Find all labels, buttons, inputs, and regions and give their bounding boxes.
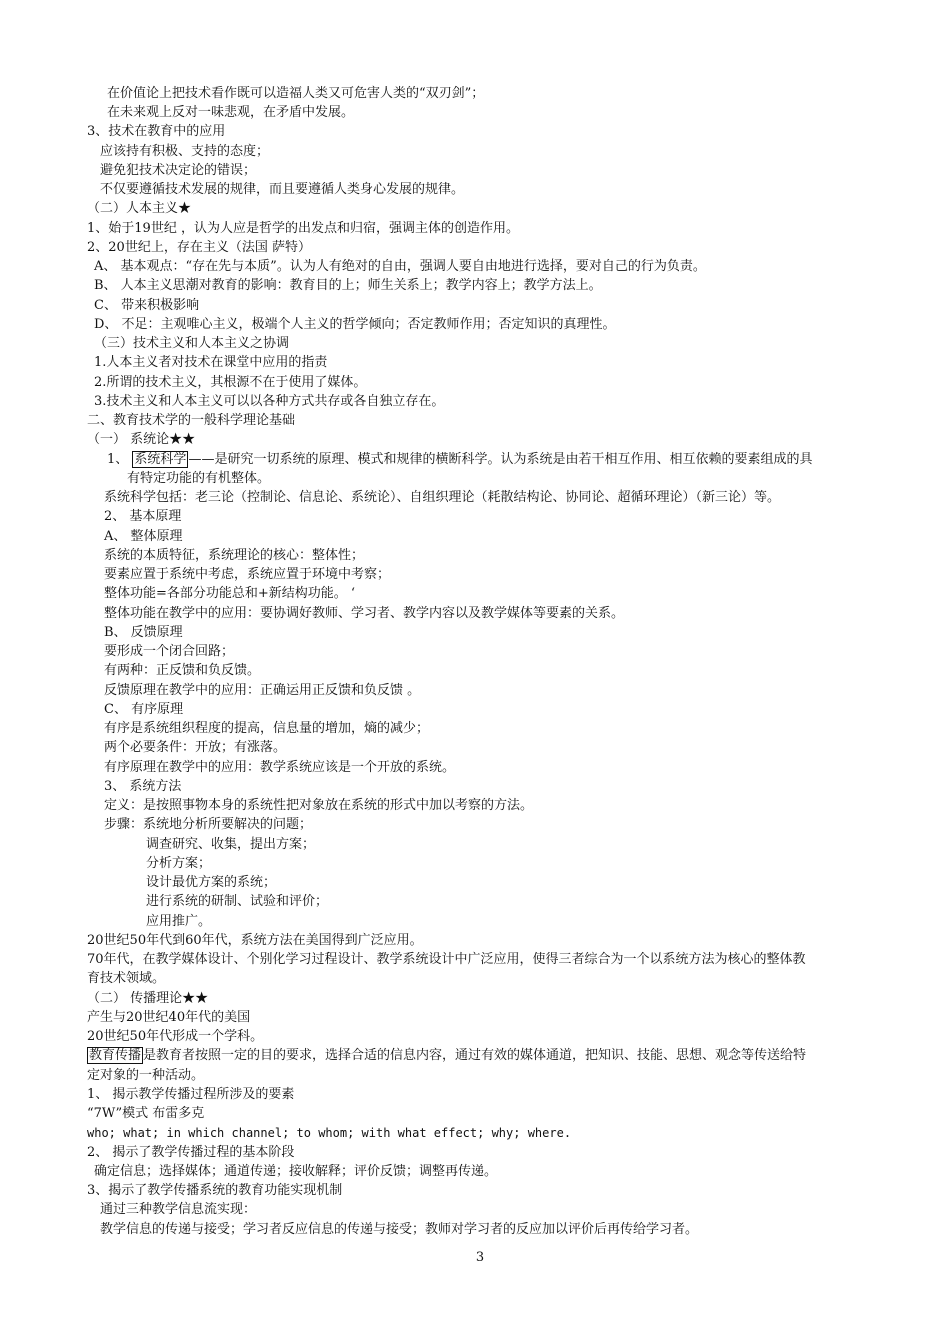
text-line: 不仅要遵循技术发展的规律，而且要遵循人类身心发展的规律。 <box>100 182 465 197</box>
text-line: 1、 揭示教学传播过程所涉及的要素 <box>87 1087 295 1102</box>
text-line: 2.所谓的技术主义，其根源不在于使用了媒体。 <box>94 375 367 390</box>
text-fragment: 是教育者按照一定的目的要求，选择合适的信息内容，通过有效的媒体通道，把知识、技能、思想、观念等传送给特 <box>143 1048 807 1063</box>
text-line: 20世纪50年代到60年代，系统方法在美国得到广泛应用。 <box>87 933 423 948</box>
text-line: 反馈原理在教学中的应用：正确运用正反馈和负反馈 。 <box>104 683 421 698</box>
text-line: 确定信息；选择媒体；通道传递；接收解释；评价反馈；调整再传递。 <box>94 1164 498 1179</box>
text-line: 两个必要条件：开放；有涨落。 <box>104 740 287 755</box>
text-line <box>87 1047 806 1065</box>
text-line: 3、 系统方法 <box>104 779 182 794</box>
text-line: 3.技术主义和人本主义可以以各种方式共存或各自独立存在。 <box>94 394 445 409</box>
text-line: 步骤：系统地分析所要解决的问题； <box>104 817 313 832</box>
text-line: 有两种：正反馈和负反馈。 <box>104 663 261 678</box>
text-line: 分析方案； <box>146 856 212 871</box>
text-line: 2、 揭示了教学传播过程的基本阶段 <box>87 1145 295 1160</box>
text-line: 定义：是按照事物本身的系统性把对象放在系统的形式中加以考察的方法。 <box>104 798 534 813</box>
text-line: 70年代，在教学媒体设计、个别化学习过程设计、教学系统设计中广泛应用，使得三者综合为一个以系统方法为核心的整体教 <box>87 952 806 967</box>
text-line: 有序原理在教学中的应用：教学系统应该是一个开放的系统。 <box>104 760 456 775</box>
text-line: B、 人本主义思潮对教育的影响：教育目的上；师生关系上；教学内容上；教学方法上。 <box>94 278 602 293</box>
text-line: who; what; in which channel; to whom; with what effect; why; where. <box>87 1126 572 1140</box>
text-line: 设计最优方案的系统； <box>146 875 277 890</box>
text-line: 系统科学包括：老三论（控制论、信息论、系统论）、自组织理论（耗散结构论、协同论、超循环理论）（新三论）等。 <box>104 490 781 505</box>
text-line: A、 基本观点：“存在先与本质”。认为人有绝对的自由，强调人要自由地进行选择，要对自己的行为负责。 <box>94 259 706 274</box>
text-line: C、 有序原理 <box>104 702 184 717</box>
text-line: 通过三种教学信息流实现： <box>100 1202 257 1217</box>
boxed-term: 系统科学 <box>134 452 187 467</box>
text-line: B、 反馈原理 <box>104 625 183 640</box>
text-line: 应该持有积极、支持的态度； <box>100 144 270 159</box>
text-line: 育技术领域。 <box>87 971 166 986</box>
section-heading: 二、教育技术学的一般科学理论基础 <box>87 413 296 428</box>
text-line: 2、 基本原理 <box>104 509 182 524</box>
page-number: 3 <box>475 1250 485 1265</box>
text-line: 系统的本质特征，系统理论的核心：整体性； <box>104 548 365 563</box>
text-line: 避免犯技术决定论的错误； <box>100 163 257 178</box>
text-line: 要形成一个闭合回路； <box>104 644 235 659</box>
section-heading: （三）技术主义和人本主义之协调 <box>94 336 290 351</box>
text-line: 整体功能在教学中的应用：要协调好教师、学习者、教学内容以及教学媒体等要素的关系。 <box>104 606 625 621</box>
text-line: D、 不足：主观唯心主义，极端个人主义的哲学倾向；否定教师作用；否定知识的真理性。 <box>94 317 616 332</box>
section-heading: （二） 传播理论★★ <box>87 991 209 1006</box>
text-line <box>107 451 812 469</box>
text-line: 有特定功能的有机整体。 <box>127 471 271 486</box>
text-line: 应用推广。 <box>146 914 212 929</box>
boxed-term: 教育传播 <box>89 1048 142 1063</box>
text-line: 产生与20世纪40年代的美国 <box>87 1010 251 1025</box>
text-line: 有序是系统组织程度的提高，信息量的增加，熵的减少； <box>104 721 430 736</box>
text-line: 2、20世纪上，存在主义（法国 萨特） <box>87 240 311 255</box>
text-line: 3、揭示了教学传播系统的教育功能实现机制 <box>87 1183 343 1198</box>
text-fragment: ——是研究一切系统的原理、模式和规律的横断科学。认为系统是由若干相互作用、相互依赖的要素组成的具 <box>188 452 813 467</box>
text-line: 教学信息的传递与接受；学习者反应信息的传递与接受；教师对学习者的反应加以评价后再传给学习者。 <box>100 1222 699 1237</box>
text-line: 进行系统的研制、试验和评价； <box>146 894 329 909</box>
text-line: 1.人本主义者对技术在课堂中应用的指责 <box>94 355 328 370</box>
text-line: A、 整体原理 <box>104 529 183 544</box>
text-line: 调查研究、收集，提出方案； <box>146 837 316 852</box>
section-heading: 3、技术在教育中的应用 <box>87 124 226 139</box>
text-line: 要素应置于系统中考虑，系统应置于环境中考察； <box>104 567 391 582</box>
text-line: 整体功能=各部分功能总和+新结构功能。 ‘ <box>104 586 356 601</box>
text-line: “7W”模式 布雷多克 <box>87 1106 205 1121</box>
text-line: 在未来观上反对一味悲观，在矛盾中发展。 <box>107 105 355 120</box>
text-line: 在价值论上把技术看作既可以造福人类又可危害人类的“双刃剑”； <box>107 86 485 101</box>
text-line: 1、始于19世纪 ，认为人应是哲学的出发点和归宿，强调主体的创造作用。 <box>87 221 519 236</box>
text-line: 20世纪50年代形成一个学科。 <box>87 1029 264 1044</box>
section-heading: （二）人本主义★ <box>87 201 192 216</box>
text-line: 定对象的一种活动。 <box>87 1068 205 1083</box>
section-heading: （一） 系统论★★ <box>87 432 196 447</box>
text-line: C、 带来积极影响 <box>94 298 200 313</box>
item-number: 1、 <box>107 452 129 467</box>
